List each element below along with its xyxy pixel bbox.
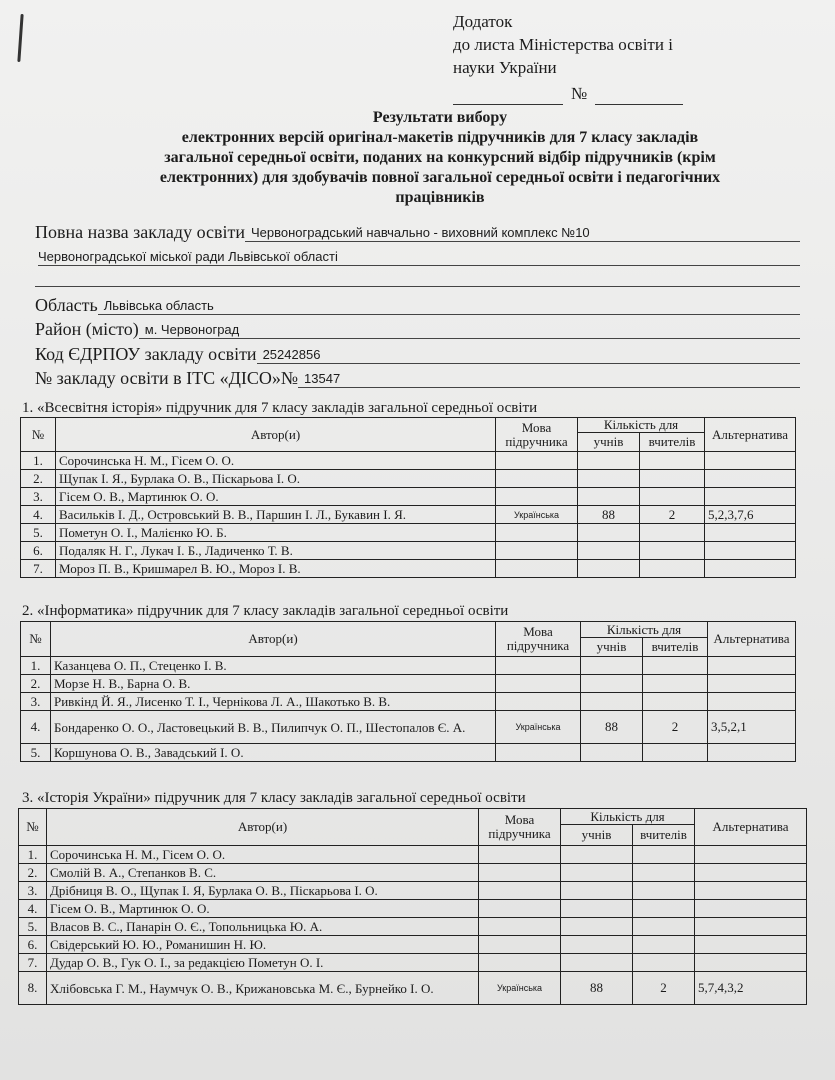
row-teachers <box>633 954 695 972</box>
row-students <box>581 657 643 675</box>
col-author: Автор(и) <box>47 809 479 846</box>
row-author: Хлібовська Г. М., Наумчук О. В., Крижановська М. Є., Бурнейко І. О. <box>47 972 479 1005</box>
row-alt <box>708 657 796 675</box>
row-num: 5. <box>21 744 51 762</box>
row-students: 88 <box>581 711 643 744</box>
table-row <box>21 693 796 711</box>
its-label: № закладу освіти в ІТС «ДІСО»№ <box>35 368 299 388</box>
row-alt <box>705 488 796 506</box>
district-value: м. Червоноград <box>139 321 800 339</box>
addendum-line-3: науки України <box>453 58 557 77</box>
row-students <box>578 488 640 506</box>
col-students: учнів <box>578 433 640 452</box>
row-lang <box>496 693 581 711</box>
row-num: 1. <box>21 452 56 470</box>
table-row <box>21 524 796 542</box>
row-num: 1. <box>21 657 51 675</box>
row-teachers: 2 <box>643 711 708 744</box>
row-students <box>578 524 640 542</box>
row-students <box>581 693 643 711</box>
row-students <box>578 542 640 560</box>
row-lang <box>496 542 578 560</box>
col-num: № <box>21 418 56 452</box>
row-lang <box>496 470 578 488</box>
row-alt <box>705 524 796 542</box>
col-alt: Альтернатива <box>705 418 796 452</box>
col-num: № <box>19 809 47 846</box>
full-name-field <box>35 222 800 242</box>
col-num: № <box>21 622 51 657</box>
title-line: електронних версій оригінал-макетів підручників для 7 класу закладів <box>181 129 699 146</box>
row-num: 1. <box>19 846 47 864</box>
row-lang <box>479 954 561 972</box>
row-students <box>578 452 640 470</box>
row-students: 88 <box>578 506 640 524</box>
col-lang: Мова підручника <box>496 622 581 657</box>
col-lang: Мова підручника <box>496 418 578 452</box>
row-num: 6. <box>21 542 56 560</box>
row-teachers <box>643 675 708 693</box>
row-author: Сорочинська Н. М., Гісем О. О. <box>47 846 479 864</box>
section-1-heading: 1. «Всесвітня історія» підручник для 7 класу закладів загальної середньої освіти <box>22 400 538 416</box>
row-alt <box>695 900 807 918</box>
number-sign: № <box>571 84 588 103</box>
row-students <box>561 846 633 864</box>
row-num: 3. <box>21 693 51 711</box>
district-field <box>35 319 800 339</box>
col-teachers: вчителів <box>643 638 708 657</box>
row-lang <box>479 918 561 936</box>
row-lang <box>479 900 561 918</box>
row-lang <box>496 657 581 675</box>
row-alt <box>695 954 807 972</box>
table-row <box>19 864 807 882</box>
table-row <box>21 560 796 578</box>
row-num: 4. <box>21 506 56 524</box>
row-students <box>561 900 633 918</box>
row-lang <box>496 452 578 470</box>
row-students: 88 <box>561 972 633 1005</box>
row-author: Щупак І. Я., Бурлака О. В., Піскарьова І. О. <box>56 470 496 488</box>
addendum-line-1: Додаток <box>453 12 513 31</box>
row-num: 5. <box>21 524 56 542</box>
row-alt <box>695 882 807 900</box>
row-author: Дудар О. В., Гук О. І., за редакцією Пометун О. І. <box>47 954 479 972</box>
row-students <box>581 675 643 693</box>
row-num: 2. <box>21 470 56 488</box>
district-label: Район (місто) <box>35 319 139 339</box>
row-teachers <box>640 560 705 578</box>
row-teachers <box>643 693 708 711</box>
table-row <box>21 542 796 560</box>
row-author: Сорочинська Н. М., Гісем О. О. <box>56 452 496 470</box>
table-row <box>19 972 807 1005</box>
row-alt <box>705 542 796 560</box>
table-row <box>21 657 796 675</box>
row-students <box>561 936 633 954</box>
col-students: учнів <box>561 825 633 846</box>
row-teachers <box>633 918 695 936</box>
row-teachers <box>640 470 705 488</box>
row-alt: 5,7,4,3,2 <box>695 972 807 1005</box>
row-teachers <box>640 488 705 506</box>
row-author: Свідерський Ю. Ю., Романишин Н. Ю. <box>47 936 479 954</box>
row-alt <box>705 470 796 488</box>
row-num: 7. <box>19 954 47 972</box>
row-author: Казанцева О. П., Стеценко І. В. <box>51 657 496 675</box>
section-2-table <box>20 621 796 762</box>
col-alt: Альтернатива <box>695 809 807 846</box>
addendum-line-2: до листа Міністерства освіти і <box>453 35 673 54</box>
row-author: Гісем О. В., Мартинюк О. О. <box>47 900 479 918</box>
table-row <box>19 954 807 972</box>
row-author: Васильків І. Д., Островський В. В., Паршин І. Л., Букавин І. Я. <box>56 506 496 524</box>
row-alt <box>708 693 796 711</box>
row-num: 6. <box>19 936 47 954</box>
table-row <box>19 882 807 900</box>
full-name-continuation: Червоноградської міської ради Львівської області <box>38 248 800 266</box>
row-alt <box>695 864 807 882</box>
row-students <box>581 744 643 762</box>
row-lang: Українська <box>496 711 581 744</box>
row-author: Пометун О. І., Малієнко Ю. Б. <box>56 524 496 542</box>
table-row <box>21 711 796 744</box>
row-teachers <box>633 864 695 882</box>
row-lang <box>496 560 578 578</box>
edrpou-field <box>35 344 800 364</box>
full-name-label: Повна назва закладу освіти <box>35 222 246 242</box>
col-qty: Кількість для <box>581 622 708 638</box>
table-row <box>19 918 807 936</box>
row-author: Бондаренко О. О., Ластовецький В. В., Пилипчук О. П., Шестопалов Є. А. <box>51 711 496 744</box>
edrpou-label: Код ЄДРПОУ закладу освіти <box>35 344 257 364</box>
its-value: 13547 <box>298 370 800 388</box>
row-lang <box>496 488 578 506</box>
row-num: 3. <box>21 488 56 506</box>
row-teachers <box>640 452 705 470</box>
row-alt <box>708 675 796 693</box>
row-lang <box>479 846 561 864</box>
row-teachers <box>643 744 708 762</box>
blank-rule <box>35 286 800 287</box>
row-lang: Українська <box>496 506 578 524</box>
title-line: працівників <box>395 189 485 206</box>
table-row <box>21 675 796 693</box>
row-lang: Українська <box>479 972 561 1005</box>
title-line: загальної середньої освіти, поданих на конкурсний відбір підручників (крім <box>164 149 716 166</box>
region-field <box>35 295 800 315</box>
row-alt: 3,5,2,1 <box>708 711 796 744</box>
row-teachers <box>633 882 695 900</box>
row-alt <box>695 846 807 864</box>
region-value: Львівська область <box>98 297 800 315</box>
row-lang <box>479 864 561 882</box>
col-alt: Альтернатива <box>708 622 796 657</box>
row-lang <box>479 882 561 900</box>
section-1-table <box>20 417 796 578</box>
row-lang <box>496 524 578 542</box>
col-students: учнів <box>581 638 643 657</box>
row-num: 5. <box>19 918 47 936</box>
number-blank <box>595 104 683 105</box>
letter-number-line <box>453 82 683 105</box>
row-author: Смолій В. А., Степанков В. С. <box>47 864 479 882</box>
col-teachers: вчителів <box>633 825 695 846</box>
section-2-heading: 2. «Інформатика» підручник для 7 класу закладів загальної середньої освіти <box>22 603 509 619</box>
row-teachers <box>640 524 705 542</box>
row-lang <box>496 744 581 762</box>
row-author: Ривкінд Й. Я., Лисенко Т. І., Чернікова Л. А., Шакотько В. В. <box>51 693 496 711</box>
row-students <box>578 560 640 578</box>
row-students <box>578 470 640 488</box>
row-alt <box>695 918 807 936</box>
row-students <box>561 882 633 900</box>
row-num: 3. <box>19 882 47 900</box>
pen-mark <box>17 14 23 62</box>
row-num: 4. <box>21 711 51 744</box>
row-alt: 5,2,3,7,6 <box>705 506 796 524</box>
table-row <box>21 470 796 488</box>
col-author: Автор(и) <box>51 622 496 657</box>
row-teachers <box>633 846 695 864</box>
row-num: 8. <box>19 972 47 1005</box>
edrpou-value: 25242856 <box>257 346 800 364</box>
section-3-table <box>18 808 807 1005</box>
row-alt <box>708 744 796 762</box>
row-teachers <box>640 542 705 560</box>
row-alt <box>705 560 796 578</box>
title-line: Результати вибору <box>372 109 508 126</box>
row-teachers: 2 <box>640 506 705 524</box>
row-num: 2. <box>19 864 47 882</box>
col-teachers: вчителів <box>640 433 705 452</box>
row-author: Дрібниця В. О., Щупак І. Я, Бурлака О. В., Піскарьова І. О. <box>47 882 479 900</box>
row-num: 2. <box>21 675 51 693</box>
section-3-heading: 3. «Історія України» підручник для 7 класу закладів загальної середньої освіти <box>22 790 526 806</box>
its-field <box>35 368 800 388</box>
col-author: Автор(и) <box>56 418 496 452</box>
row-author: Подаляк Н. Г., Лукач І. Б., Ладиченко Т. В. <box>56 542 496 560</box>
date-blank <box>453 104 563 105</box>
table-row <box>19 900 807 918</box>
row-teachers <box>643 657 708 675</box>
row-num: 4. <box>19 900 47 918</box>
col-qty: Кількість для <box>578 418 705 433</box>
table-row <box>21 488 796 506</box>
row-lang <box>479 936 561 954</box>
row-teachers <box>633 900 695 918</box>
row-author: Коршунова О. В., Завадський І. О. <box>51 744 496 762</box>
row-author: Гісем О. В., Мартинюк О. О. <box>56 488 496 506</box>
row-students <box>561 918 633 936</box>
col-lang: Мова підручника <box>479 809 561 846</box>
document-title <box>60 108 820 208</box>
col-qty: Кількість для <box>561 809 695 825</box>
table-row <box>19 846 807 864</box>
table-row <box>19 936 807 954</box>
row-teachers: 2 <box>633 972 695 1005</box>
row-students <box>561 954 633 972</box>
row-author: Мороз П. В., Кришмарел В. Ю., Мороз І. В. <box>56 560 496 578</box>
row-author: Морзе Н. В., Барна О. В. <box>51 675 496 693</box>
addendum-block <box>453 10 683 105</box>
row-alt <box>695 936 807 954</box>
title-line: електронних) для здобувачів повної загальної середньої освіти і педагогічних <box>159 169 721 186</box>
region-label: Область <box>35 295 98 315</box>
row-teachers <box>633 936 695 954</box>
row-author: Власов В. С., Панарін О. Є., Топольницька Ю. А. <box>47 918 479 936</box>
table-row <box>21 506 796 524</box>
table-row <box>21 744 796 762</box>
row-alt <box>705 452 796 470</box>
table-row <box>21 452 796 470</box>
row-num: 7. <box>21 560 56 578</box>
row-students <box>561 864 633 882</box>
row-lang <box>496 675 581 693</box>
full-name-value: Червоноградський навчально - виховний комплекс №10 <box>245 224 800 242</box>
